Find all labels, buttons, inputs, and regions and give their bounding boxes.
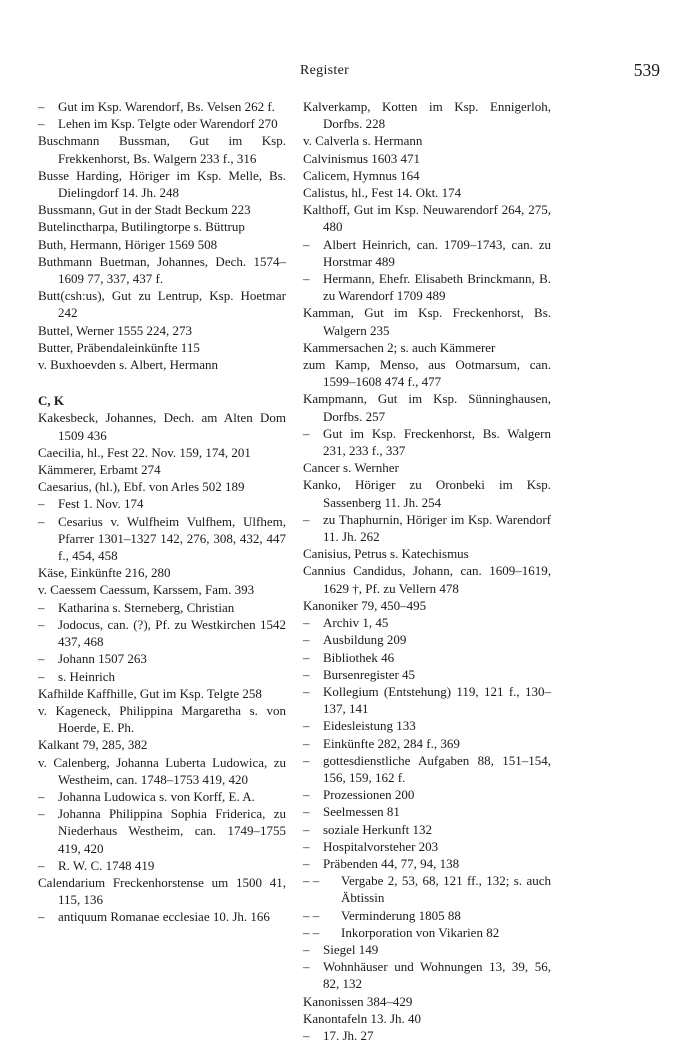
entry-text: 17. Jh. 27: [323, 1027, 374, 1043]
index-section-heading: [38, 392, 286, 409]
entry-text: Albert Heinrich, can. 1709–1743, can. zu Horstmar 489: [323, 236, 551, 269]
index-entry: [38, 461, 286, 478]
entry-text: v. Kageneck, Philippina Margaretha s. von Hoerde, E. Ph.: [38, 702, 286, 736]
entry-text: v. Calenberg, Johanna Luberta Ludowica, zu Westheim, can. 1748–1753 419, 420: [38, 754, 286, 787]
index-entry: [303, 597, 551, 614]
index-subentry: [38, 668, 286, 685]
index-subentry: [303, 614, 551, 631]
index-subentry: [38, 495, 286, 512]
entry-text: Kollegium (Entstehung) 119, 121 f., 130–137, 141: [323, 683, 551, 717]
repeat-dash: –: [38, 116, 45, 132]
index-entry: [38, 201, 286, 218]
entry-text: Kanonissen 384–429: [303, 993, 413, 1009]
index-entry: [38, 444, 286, 461]
index-subentry: [303, 1027, 551, 1044]
index-subentry: [303, 838, 551, 855]
repeat-dash: –: [303, 959, 310, 975]
entry-text: Caesarius, (hl.), Ebf. von Arles 502 189: [38, 479, 245, 495]
index-entry: [303, 459, 551, 476]
index-entry: [303, 390, 551, 424]
index-subsubentry: [303, 924, 551, 941]
index-subentry: [303, 821, 551, 838]
entry-text: Calistus, hl., Fest 14. Okt. 174: [303, 185, 462, 201]
entry-text: Einkünfte 282, 284 f., 369: [323, 735, 460, 751]
repeat-dash: –: [303, 632, 310, 648]
index-entry: [303, 476, 551, 510]
repeat-dash: –: [303, 683, 310, 699]
entry-text: Busse Harding, Höriger im Ksp. Melle, Bs. Dielingdorf 14. Jh. 248: [38, 167, 286, 201]
entry-text: antiquum Romanae ecclesiae 10. Jh. 166: [58, 909, 270, 925]
index-entry: [303, 339, 551, 356]
entry-text: Caecilia, hl., Fest 22. Nov. 159, 174, 201: [38, 444, 251, 460]
index-subentry: [303, 631, 551, 648]
entry-text: Calicem, Hymnus 164: [303, 167, 420, 183]
repeat-dash: –: [303, 718, 310, 734]
entry-text: Johanna Ludowica s. von Korff, E. A.: [58, 788, 255, 804]
repeat-dash: –: [303, 649, 310, 665]
index-subentry: [303, 236, 551, 270]
page-header: [38, 60, 660, 84]
entry-text: Buthmann Buetman, Johannes, Dech. 1574–1609 77, 337, 437 f.: [38, 253, 286, 287]
index-entry: [38, 685, 286, 702]
entry-text: Buttel, Werner 1555 224, 273: [38, 322, 192, 338]
entry-text: Butter, Präbendaleinkünfte 115: [38, 339, 200, 355]
repeat-dash: –: [303, 941, 310, 957]
index-subsubentry: [303, 907, 551, 924]
section-heading-text: C, K: [38, 393, 64, 409]
index-entry: [303, 132, 551, 149]
index-subentry: [38, 857, 286, 874]
index-entry: [38, 581, 286, 598]
index-entry: [38, 409, 286, 443]
repeat-dash: –: [303, 236, 310, 252]
entry-text: zu Thaphurnin, Höriger im Ksp. Warendorf 11. Jh. 262: [323, 511, 551, 545]
entry-text: Buschmann Bussman, Gut im Ksp. Frekkenhorst, Bs. Walgern 233 f., 316: [38, 133, 286, 166]
repeat-dash: –: [303, 666, 310, 682]
repeat-dash: –: [38, 99, 45, 114]
entry-text: Kafhilde Kaffhille, Gut im Ksp. Telgte 258: [38, 685, 262, 701]
index-entry: [303, 201, 551, 235]
entry-text: Archiv 1, 45: [323, 615, 389, 631]
index-subentry: [303, 270, 551, 304]
repeat-dash: –: [38, 513, 45, 529]
repeat-dash: – –: [303, 907, 320, 923]
page-number: 539: [633, 60, 660, 80]
index-subentry: [303, 511, 551, 545]
entry-text: Bursenregister 45: [323, 666, 416, 682]
entry-text: Gut im Ksp. Warendorf, Bs. Velsen 262 f.: [58, 99, 275, 114]
index-subentry: [38, 650, 286, 667]
index-entry: [38, 253, 286, 287]
repeat-dash: –: [38, 806, 45, 822]
entry-text: Bussmann, Gut in der Stadt Beckum 223: [38, 202, 251, 218]
index-entry: [38, 736, 286, 753]
repeat-dash: –: [303, 735, 310, 751]
index-subentry: [303, 958, 551, 992]
index-subentry: [38, 788, 286, 805]
index-subentry: [303, 786, 551, 803]
index-entry: [303, 150, 551, 167]
index-entry: [38, 339, 286, 356]
entry-text: v. Buxhoevden s. Albert, Hermann: [38, 357, 219, 373]
entry-text: soziale Herkunft 132: [323, 821, 433, 837]
index-entry: [38, 874, 286, 908]
entry-text: Butt(csh:us), Gut zu Lentrup, Ksp. Hoetmar 242: [38, 288, 286, 321]
repeat-dash: –: [303, 615, 310, 631]
entry-text: Kampmann, Gut im Ksp. Sünninghausen, Dorfbs. 257: [303, 391, 551, 424]
index-entry: [38, 754, 286, 788]
index-entry: [38, 356, 286, 373]
entry-text: Kammersachen 2; s. auch Kämmerer: [303, 339, 496, 355]
repeat-dash: –: [303, 425, 310, 441]
entry-text: Gut im Ksp. Freckenhorst, Bs. Walgern 231, 233 f., 337: [323, 425, 551, 459]
index-entry: [38, 478, 286, 495]
entry-text: Cannius Candidus, Johann, can. 1609–1619, 1629 †, Pf. zu Vellern 478: [303, 563, 551, 596]
index-subentry: [38, 98, 286, 115]
index-subentry: [38, 115, 286, 132]
repeat-dash: –: [38, 857, 45, 873]
index-subentry: [303, 425, 551, 459]
repeat-dash: –: [38, 616, 45, 632]
index-subentry: [38, 805, 286, 857]
entry-text: Hermann, Ehefr. Elisabeth Brinckmann, B. zu Warendorf 1709 489: [323, 271, 551, 304]
index-entry: [303, 1010, 551, 1027]
index-entry: [303, 545, 551, 562]
repeat-dash: –: [303, 511, 310, 527]
entry-text: gottesdienstliche Aufgaben 88, 151–154, 156, 159, 162 f.: [323, 752, 551, 785]
entry-text: Fest 1. Nov. 174: [58, 496, 144, 512]
repeat-dash: –: [303, 804, 310, 820]
entry-text: Katharina s. Sterneberg, Christian: [58, 599, 235, 615]
entry-text: Jodocus, can. (?), Pf. zu Westkirchen 1542 437, 468: [58, 616, 286, 650]
repeat-dash: – –: [303, 873, 320, 889]
index-subentry: [303, 752, 551, 786]
entry-text: s. Heinrich: [58, 668, 116, 684]
index-entry: [303, 167, 551, 184]
index-entry: [38, 322, 286, 339]
entry-text: Wohnhäuser und Wohnungen 13, 39, 56, 82, 132: [323, 959, 551, 992]
index-entry: [38, 236, 286, 253]
index-entry: [303, 562, 551, 596]
entry-text: v. Caessem Caessum, Karssem, Fam. 393: [38, 582, 255, 598]
index-entry: [38, 702, 286, 736]
running-head: Register: [300, 63, 350, 78]
entry-text: Verminderung 1805 88: [341, 907, 461, 923]
entry-text: Buth, Hermann, Höriger 1569 508: [38, 236, 218, 252]
entry-text: Calendarium Freckenhorstense um 1500 41, 115, 136: [38, 874, 286, 908]
entry-text: Hospitalvorsteher 203: [323, 838, 439, 854]
repeat-dash: –: [303, 821, 310, 837]
index-column-left: [38, 98, 286, 926]
index-entry: [303, 184, 551, 201]
repeat-dash: –: [303, 855, 310, 871]
index-subentry: [38, 513, 286, 565]
entry-text: Inkorporation von Vikarien 82: [341, 924, 500, 940]
entry-text: Prozessionen 200: [323, 787, 415, 803]
entry-text: Vergabe 2, 53, 68, 121 ff., 132; s. auch Äbtissin: [341, 873, 551, 906]
entry-text: Kanontafeln 13. Jh. 40: [303, 1010, 422, 1026]
index-subentry: [303, 717, 551, 734]
entry-text: zum Kamp, Menso, aus Ootmarsum, can. 1599–1608 474 f., 477: [303, 357, 551, 390]
index-subentry: [303, 649, 551, 666]
index-subentry: [303, 941, 551, 958]
entry-text: Kakesbeck, Johannes, Dech. am Alten Dom 1509 436: [38, 410, 286, 443]
repeat-dash: –: [303, 271, 310, 287]
repeat-dash: – –: [303, 924, 320, 940]
entry-text: Butelinctharpa, Butilingtorpe s. Büttrup: [38, 219, 245, 235]
index-entry: [38, 132, 286, 166]
entry-text: Johann 1507 263: [58, 651, 147, 667]
index-entry: [38, 564, 286, 581]
entry-text: Seelmessen 81: [323, 804, 400, 820]
index-entry: [303, 304, 551, 338]
entry-text: Kalthoff, Gut im Ksp. Neuwarendorf 264, 275, 480: [303, 202, 551, 235]
index-subentry: [303, 735, 551, 752]
entry-text: v. Calverla s. Hermann: [303, 133, 423, 149]
index-entry: [38, 218, 286, 235]
entry-text: Lehen im Ksp. Telgte oder Warendorf 270: [58, 116, 278, 132]
index-subentry: [38, 908, 286, 925]
index-subentry: [38, 599, 286, 616]
index-entry: [38, 287, 286, 321]
index-subsubentry: [303, 872, 551, 906]
entry-text: Käse, Einkünfte 216, 280: [38, 565, 171, 581]
index-column-right: [303, 98, 551, 1044]
entry-text: Canisius, Petrus s. Katechismus: [303, 546, 469, 562]
entry-text: Eidesleistung 133: [323, 718, 416, 734]
repeat-dash: –: [38, 496, 45, 512]
entry-text: Cesarius v. Wulfheim Vulfhem, Ulfhem, Pfarrer 1301–1327 142, 276, 308, 432, 447 f., 454, 458: [58, 513, 286, 564]
repeat-dash: –: [303, 1027, 310, 1043]
entry-text: Präbenden 44, 77, 94, 138: [323, 855, 460, 871]
repeat-dash: –: [303, 838, 310, 854]
entry-text: Cancer s. Wernher: [303, 460, 399, 476]
repeat-dash: –: [38, 651, 45, 667]
index-subentry: [303, 683, 551, 717]
repeat-dash: –: [38, 668, 45, 684]
entry-text: Siegel 149: [323, 941, 379, 957]
entry-text: Kamman, Gut im Ksp. Freckenhorst, Bs. Walgern 235: [303, 305, 551, 338]
entry-text: Bibliothek 46: [323, 649, 395, 665]
repeat-dash: –: [38, 599, 45, 615]
index-entry: [303, 356, 551, 390]
entry-text: Calvinismus 1603 471: [303, 150, 421, 166]
index-subentry: [38, 616, 286, 650]
entry-text: Johanna Philippina Sophia Friderica, zu Niederhaus Westheim, can. 1749–1755 419, 420: [58, 806, 286, 856]
index-subentry: [303, 803, 551, 820]
repeat-dash: –: [38, 909, 45, 925]
index-subentry: [303, 666, 551, 683]
index-entry: [38, 167, 286, 201]
entry-text: Ausbildung 209: [323, 632, 407, 648]
entry-text: Kanko, Höriger zu Oronbeki im Ksp. Sassenberg 11. Jh. 254: [303, 477, 551, 510]
repeat-dash: –: [303, 787, 310, 803]
entry-text: R. W. C. 1748 419: [58, 857, 155, 873]
entry-text: Kalkant 79, 285, 382: [38, 737, 148, 753]
entry-text: Kalverkamp, Kotten im Ksp. Ennigerloh, Dorfbs. 228: [303, 99, 551, 132]
repeat-dash: –: [38, 788, 45, 804]
entry-text: Kämmerer, Erbamt 274: [38, 462, 161, 478]
index-subentry: [303, 855, 551, 872]
index-entry: [303, 98, 551, 132]
entry-text: Kanoniker 79, 450–495: [303, 597, 427, 613]
index-entry: [303, 993, 551, 1010]
repeat-dash: –: [303, 752, 310, 768]
